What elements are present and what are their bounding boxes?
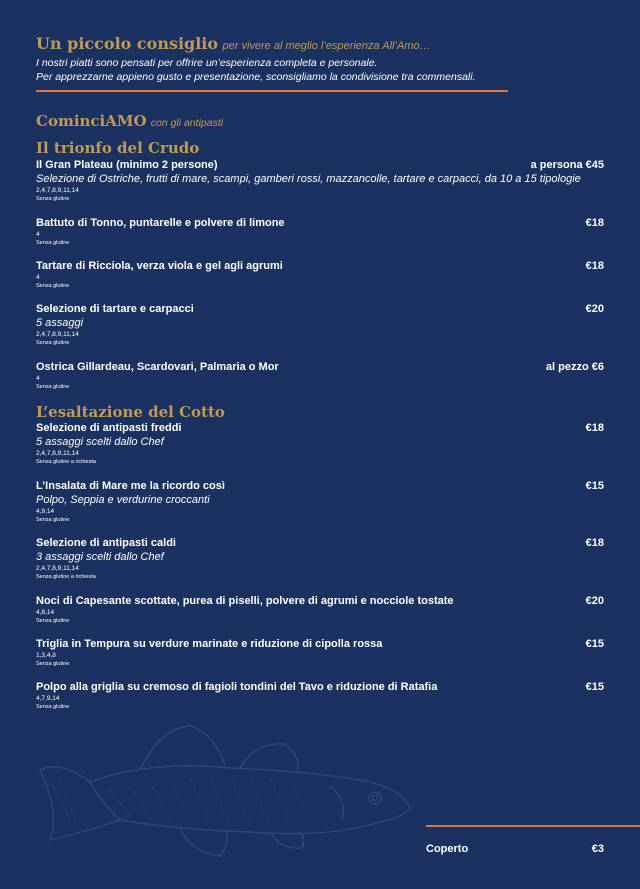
intro-subtitle: per vivere al meglio l’esperienza All’Amo… [222,40,431,52]
dish-price: €18 [585,260,604,272]
dish-note: Senza glutine [36,517,70,523]
section-heading-crudo [36,139,199,158]
dish-price: €15 [585,480,604,492]
dish-allergens: 2,4,7,8,9,11,14 [36,331,79,338]
dish-item [36,594,604,625]
dish-name: Noci di Capesante scottate, purea di piselli, polvere di agrumi e nocciole tostate [36,595,454,607]
dish-price: €20 [585,303,604,315]
dish-price: €18 [585,422,604,434]
intro-block [36,34,616,84]
dish-description: 5 assaggi scelti dallo Chef [36,436,164,448]
intro-divider [36,90,508,92]
dish-item [36,360,604,391]
dish-item [36,158,604,203]
dish-price: a persona €45 [530,159,604,171]
dish-allergens: 2,4,7,8,9,11,14 [36,187,79,194]
dish-note: Senza glutine [36,340,70,346]
dish-note: Senza glutine [36,384,70,390]
dish-allergens: 4 [36,231,40,238]
dish-item [36,302,604,347]
dish-name: Selezione di antipasti caldi [36,537,176,549]
coperto-row [426,843,604,855]
dish-note: Senza glutine [36,618,70,624]
section-title-cotto: L’esaltazione del Cotto [36,403,225,421]
dish-item [36,536,604,581]
dish-price: €18 [585,217,604,229]
dish-item [36,421,604,466]
dish-note: Senza glutine [36,283,70,289]
intro-heading [36,34,616,56]
dish-name: Tartare di Ricciola, verza viola e gel agli agrumi [36,260,283,272]
dish-item [36,637,604,668]
dish-note: Senza glutine [36,196,70,202]
dish-allergens: 4,8,14 [36,609,55,616]
dish-name: Battuto di Tonno, puntarelle e polvere di limone [36,217,285,229]
dish-allergens: 2,4,7,8,9,11,14 [36,450,79,457]
coperto-label: Coperto [426,843,469,855]
dish-price: €15 [585,681,604,693]
dish-allergens: 1,3,4,8 [36,652,56,659]
dish-allergens: 2,4,7,8,9,11,14 [36,565,79,572]
dish-name: Triglia in Tempura su verdure marinate e riduzione di cipolla rossa [36,638,383,650]
dish-item [36,259,604,290]
dish-note: Senza glutine a richiesta [36,574,96,580]
section-title-main: CominciAMO [36,112,147,130]
dish-note: Senza glutine [36,240,70,246]
dish-name: Selezione di tartare e carpacci [36,303,194,315]
dish-allergens: 4,7,9,14 [36,695,60,702]
dish-item [36,680,604,711]
section-title-crudo: Il trionfo del Crudo [36,139,200,157]
dish-note: Senza glutine [36,704,70,710]
dish-allergens: 4 [36,375,40,382]
dish-item [36,479,604,524]
coperto-price: €3 [591,843,604,855]
intro-line-1: I nostri piatti sono pensati per offrire un’esperienza completa e personale. [36,57,378,69]
dish-allergens: 4,9,14 [36,508,55,515]
dish-description: 5 assaggi [36,317,84,329]
dish-price: €15 [585,638,604,650]
dish-description: Selezione di Ostriche, frutti di mare, scampi, gamberi rossi, mazzancolle, tartare e carpacci, da 10 a 15 tipologie [36,173,581,185]
section-subtitle-main: con gli antipasti [150,117,224,129]
dish-item [36,216,604,247]
dish-name: Ostrica Gillardeau, Scardovari, Palmaria o Mor [36,361,279,373]
intro-title: Un piccolo consiglio [36,34,219,53]
dish-note: Senza glutine [36,661,70,667]
dish-description: Polpo, Seppia e verdurine croccanti [36,494,210,506]
dish-price: €18 [585,537,604,549]
dish-price: al pezzo €6 [545,361,604,373]
dish-description: 3 assaggi scelti dallo Chef [36,551,164,563]
coperto-divider [426,825,640,827]
dish-name: Il Gran Plateau (minimo 2 persone) [36,159,218,171]
intro-line-2: Per apprezzarne appieno gusto e presentazione, sconsigliamo la condivisione tra commensali. [36,71,476,83]
section-heading-main [36,112,223,132]
dish-note: Senza glutine a richiesta [36,459,96,465]
dish-price: €20 [585,595,604,607]
section-heading-cotto [36,403,225,422]
dish-allergens: 4 [36,274,40,281]
fish-illustration [30,720,420,870]
dish-name: L’Insalata di Mare me la ricordo così [36,480,225,492]
dish-name: Selezione di antipasti freddi [36,422,182,434]
dish-name: Polpo alla griglia su cremoso di fagioli tondini del Tavo e riduzione di Ratafia [36,681,438,693]
